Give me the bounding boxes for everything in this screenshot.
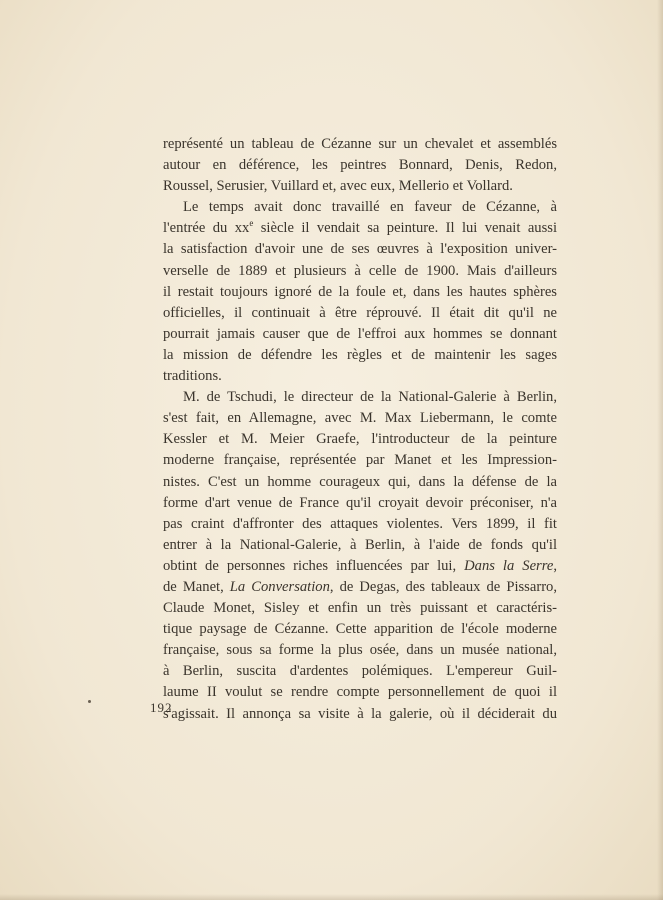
text-line (163, 640, 557, 661)
text-line (163, 197, 557, 218)
text-line (163, 261, 557, 282)
text-line (163, 661, 557, 682)
text-line (163, 387, 557, 408)
text-segment: pourrait jamais causer que de l'effroi aux hommes se donnant (163, 325, 557, 342)
text-segment: s'agissait. Il annonça sa visite à la galerie, où il déciderait du (163, 705, 557, 722)
text-segment: représenté un tableau de Cézanne sur un chevalet et assemblés (163, 136, 557, 152)
text-line (163, 134, 557, 155)
text-line (163, 218, 557, 239)
text-line (163, 472, 557, 493)
text-line (163, 514, 557, 535)
text-segment: à Berlin, suscita d'ardentes polémiques. L'empereur Guil- (163, 663, 557, 680)
text-line (163, 429, 557, 450)
text-line (163, 556, 557, 577)
text-segment: verselle de 1889 et plusieurs à celle de 1900. Mais d'ailleurs (163, 262, 557, 279)
text-segment: officielles, il continuait à être réprouvé. Il était dit qu'il ne (163, 304, 557, 321)
text-line (163, 282, 557, 303)
text-segment: la satisfaction d'avoir une de ses œuvres à l'exposition univer- (163, 241, 557, 258)
text-segment: moderne française, représentée par Manet et les Impression- (163, 452, 557, 469)
text-line (163, 493, 557, 514)
text-segment: M. de Tschudi, le directeur de la National-Galerie à Berlin, (183, 389, 557, 406)
text-line (163, 324, 557, 345)
text-segment: , (553, 557, 557, 574)
text-segment: de Manet, (163, 578, 230, 595)
text-line (163, 239, 557, 260)
text-segment: siècle il vendait sa peinture. Il lui venait aussi (253, 220, 557, 237)
text-segment: , de Degas, des tableaux de Pissarro, (329, 578, 557, 595)
text-line (163, 704, 557, 725)
text-line (163, 155, 557, 176)
italic-title: La Conversation (229, 578, 330, 595)
text-segment: la mission de défendre les règles et de maintenir les sages (163, 346, 557, 363)
text-line (163, 345, 557, 366)
text-segment: Le temps avait donc travaillé en faveur de Cézanne, à (183, 199, 557, 216)
text-segment: pas craint d'affronter des attaques violentes. Vers 1899, il fit (163, 515, 557, 532)
text-segment: entrer à la National-Galerie, à Berlin, à l'aide de fonds qu'il (163, 536, 557, 553)
text-line (163, 303, 557, 324)
text-segment: tique paysage de Cézanne. Cette apparition de l'école moderne (163, 621, 557, 638)
text-segment: Claude Monet, Sisley et enfin un très puissant et caractéris- (163, 600, 557, 617)
text-segment: laume II voulut se rendre compte personnellement de quoi il (163, 684, 557, 701)
body-text (163, 134, 557, 725)
italic-title: Dans la Serre (464, 557, 554, 574)
text-segment: autour en déférence, les peintres Bonnard, Denis, Redon, (163, 157, 557, 174)
text-segment: il restait toujours ignoré de la foule et, dans les hautes sphères (163, 283, 557, 300)
page-number: 192 (150, 700, 173, 715)
text-line (163, 450, 557, 471)
text-line (163, 176, 557, 197)
text-segment: forme d'art venue de France qu'il croyait devoir préconiser, n'a (163, 494, 557, 511)
text-segment: s'est fait, en Allemagne, avec M. Max Liebermann, le comte (163, 410, 557, 427)
text-segment: l'entrée du xx (163, 220, 250, 237)
text-segment: obtint de personnes riches influencées par lui, (163, 557, 465, 574)
page-edge-shadow-bottom (0, 894, 663, 900)
superscript: e (249, 218, 254, 229)
text-segment: nistes. C'est un homme courageux qui, dans la défense de la (163, 473, 557, 490)
page-edge-shadow-right (657, 0, 663, 900)
text-segment: traditions. (163, 368, 222, 385)
text-line (163, 598, 557, 619)
text-line (163, 682, 557, 703)
text-line (163, 619, 557, 640)
text-line (163, 366, 557, 387)
text-segment: Kessler et M. Meier Graefe, l'introducteur de la peinture (163, 431, 557, 448)
text-line (163, 535, 557, 556)
text-segment: française, sous sa forme la plus osée, dans un musée national, (163, 642, 557, 659)
text-line (163, 408, 557, 429)
text-line (163, 577, 557, 598)
text-segment: Roussel, Serusier, Vuillard et, avec eux, Mellerio et Vollard. (163, 178, 513, 195)
paper-speck (88, 700, 91, 703)
